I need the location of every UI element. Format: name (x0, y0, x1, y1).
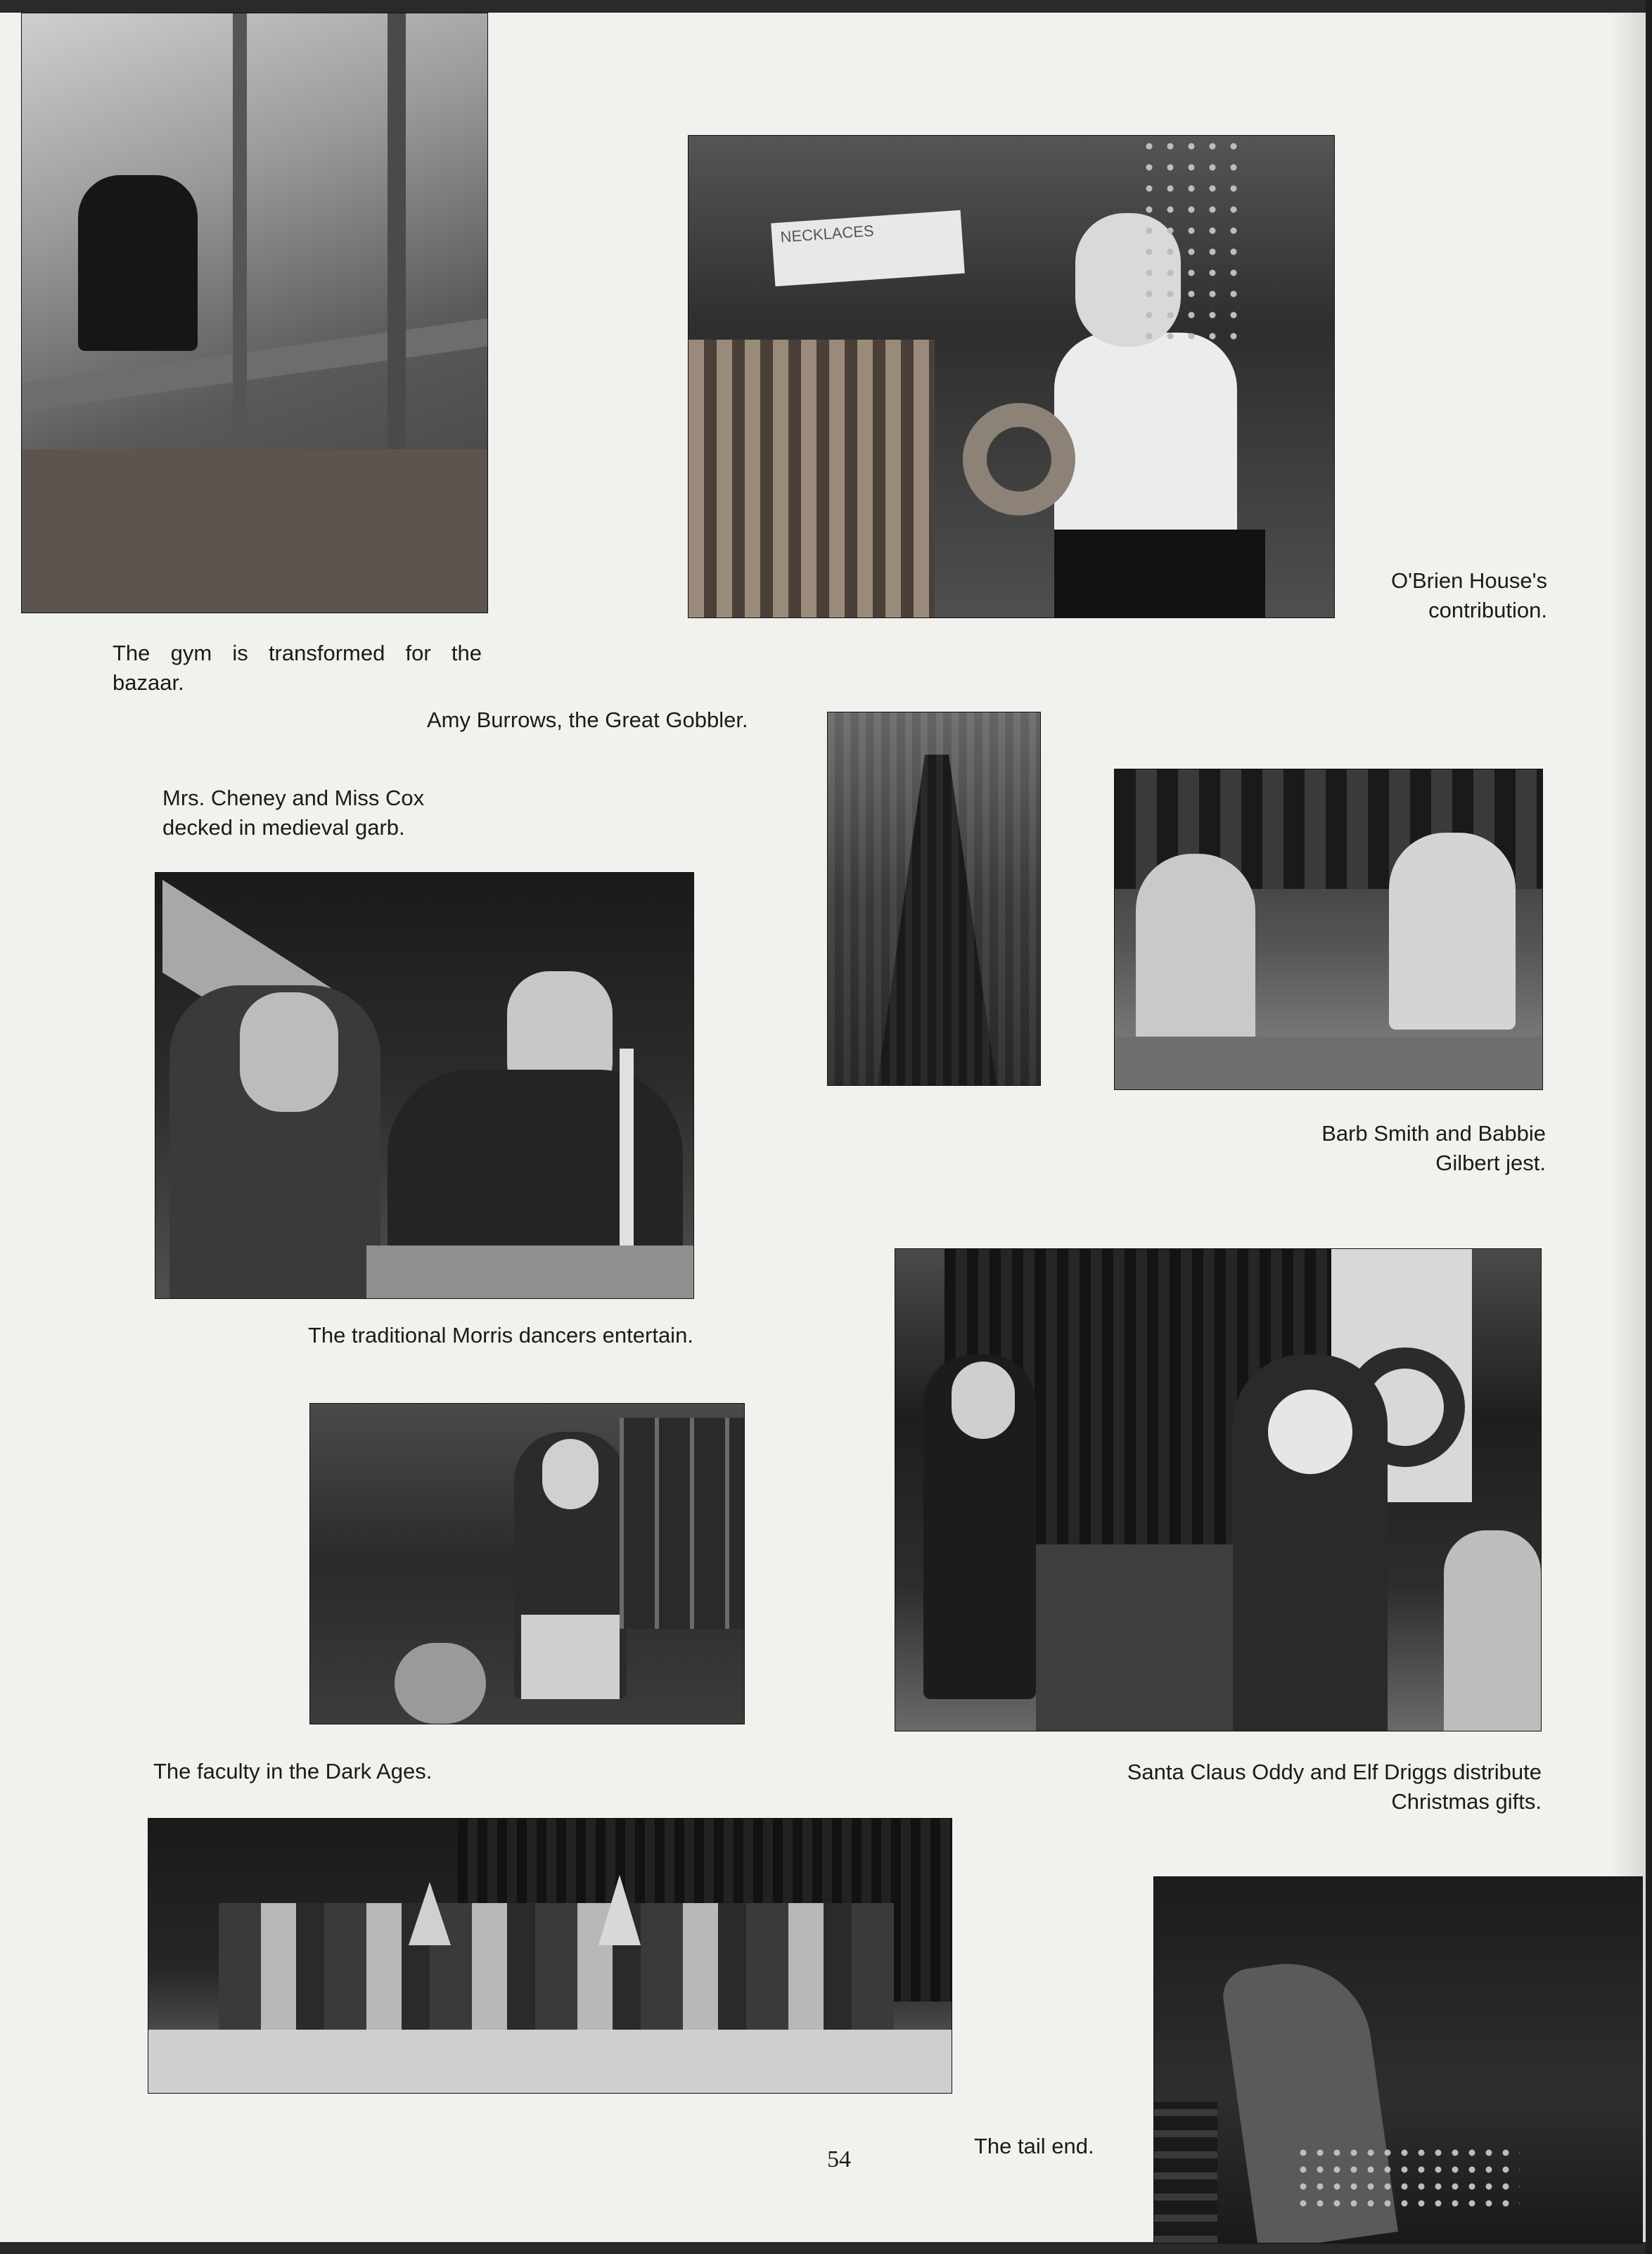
floor (1115, 1037, 1542, 1089)
caption-cheney: Mrs. Cheney and Miss Cox decked in medieval garb. (162, 786, 425, 840)
caption-faculty: The faculty in the Dark Ages. (153, 1759, 433, 1784)
window-frames (620, 1418, 744, 1629)
photo-santa-elf (895, 1248, 1542, 1731)
elf-face (952, 1362, 1015, 1439)
garland (1139, 136, 1237, 347)
necklaces-sign-text: NECKLACES (779, 222, 875, 246)
faculty-row (219, 1903, 894, 2044)
person-silhouette (78, 175, 198, 351)
page-number: 54 (827, 2146, 851, 2172)
crowd (1036, 1544, 1233, 1731)
santa-beard (1268, 1390, 1352, 1474)
photo-barb-babbie (1114, 769, 1543, 1090)
photo-gym-scaffolding (21, 13, 488, 613)
photo-tail-end (1153, 1876, 1643, 2243)
girl-left (1136, 854, 1255, 1065)
caption-santa: Santa Claus Oddy and Elf Driggs distribute Christmas gifts. (1127, 1760, 1542, 1814)
girl-right (1444, 1530, 1541, 1731)
chair-left (1154, 2102, 1217, 2243)
binding-edge (1646, 0, 1652, 2254)
caption-obrien: O'Brien House's contribution. (1390, 568, 1547, 622)
caption-gym: The gym is transformed for the bazaar. (113, 641, 482, 695)
banquet-table (148, 2030, 952, 2093)
photo-cheney-cox (155, 872, 694, 1299)
wall-block (22, 449, 487, 613)
dancer-apron (521, 1615, 620, 1699)
photo-amy-burrows (827, 712, 1041, 1086)
caption-amy: Amy Burrows, the Great Gobbler. (427, 707, 748, 732)
caption-morris: The traditional Morris dancers entertain. (308, 1323, 693, 1347)
caption-tail: The tail end. (974, 2134, 1094, 2158)
table-items (366, 1246, 693, 1298)
girl-right (1389, 833, 1516, 1030)
woman-left-face (240, 992, 338, 1112)
photo-obrien-house (688, 135, 1335, 618)
photo-faculty-dark-ages (148, 1818, 952, 2094)
girl-blouse (1054, 333, 1237, 544)
hanging-necklaces (689, 340, 935, 617)
dancer-face (542, 1439, 598, 1509)
wreath (963, 403, 1075, 516)
girl-skirt (1054, 530, 1265, 617)
curtain (828, 712, 1040, 1085)
caption-barb: Barb Smith and Babbie Gilbert jest. (1321, 1121, 1546, 1175)
audience-head (395, 1643, 486, 1724)
necklaces-sign (771, 210, 965, 287)
tail-scales (1295, 2144, 1520, 2215)
photo-morris-dancers (309, 1403, 745, 1724)
candle (620, 1049, 634, 1267)
